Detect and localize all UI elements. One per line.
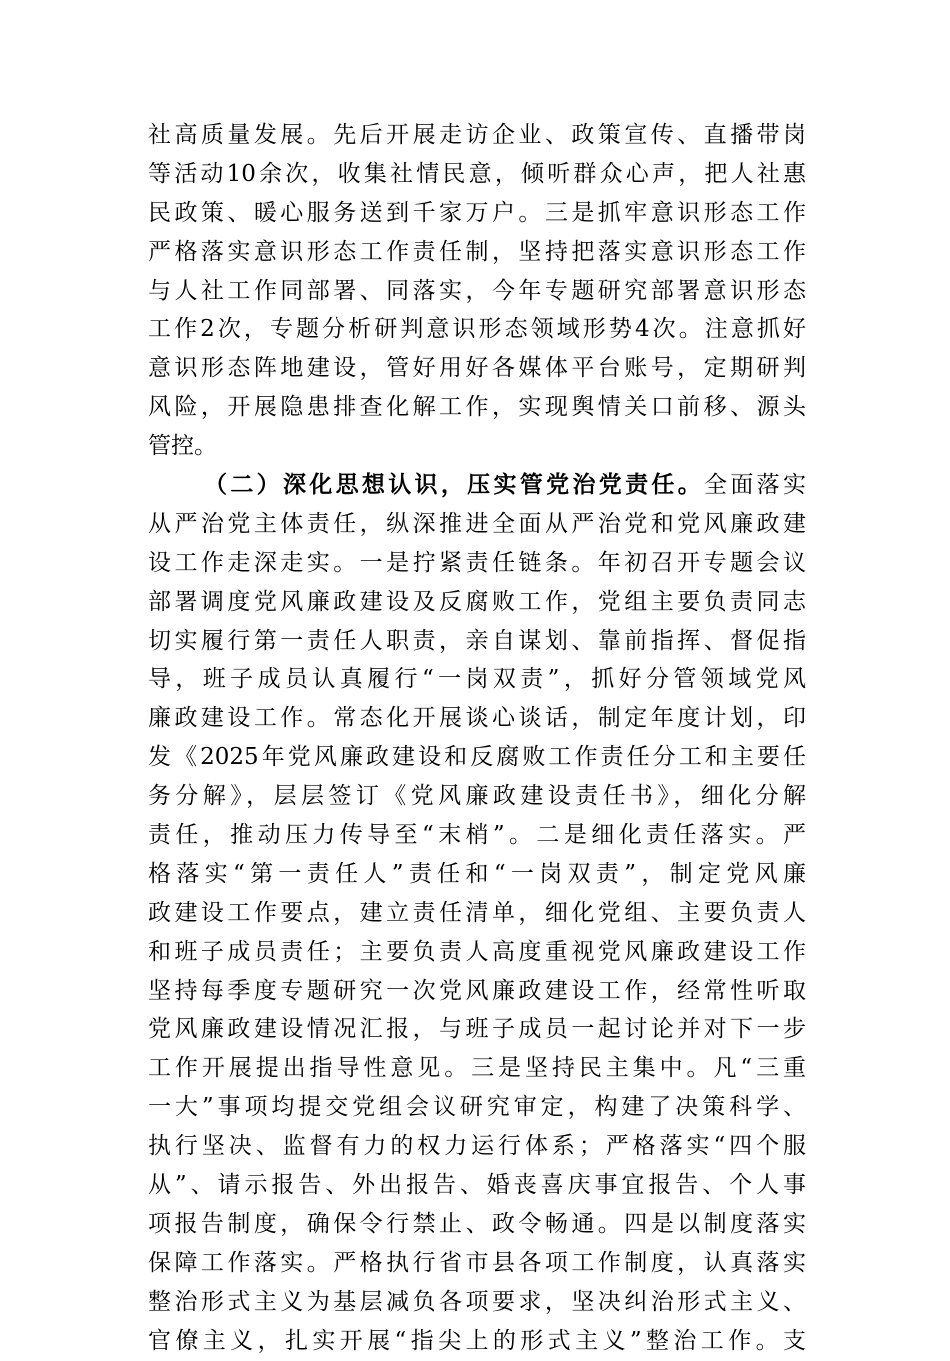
text-line: 设工作走深走实。一是拧紧责任链条。年初召开专题会议 — [148, 549, 806, 576]
text-line: 从”、请示报告、外出报告、婚丧喜庆事宜报告、个人事 — [148, 1172, 806, 1199]
paragraph-1 — [148, 116, 806, 466]
text-line: 一大”事项均提交党组会议研究审定，构建了决策科学、 — [148, 1094, 806, 1121]
text-line: 工作开展提出指导性意见。三是坚持民主集中。凡“三重 — [148, 1055, 806, 1082]
text-line: 整治形式主义为基层减负各项要求，坚决纠治形式主义、 — [148, 1288, 806, 1315]
text-line: 保障工作落实。严格执行省市县各项工作制度，认真落实 — [148, 1249, 806, 1276]
text-line: 坚持每季度专题研究一次党风廉政建设工作，经常性听取 — [148, 977, 806, 1004]
document-page — [148, 116, 806, 1361]
text-line: 与人社工作同部署、同落实，今年专题研究部署意识形态 — [148, 277, 806, 304]
heading-trailing-text: 全面落实 — [704, 472, 806, 499]
text-line: 切实履行第一责任人职责，亲自谋划、靠前指挥、督促指 — [148, 627, 806, 654]
text-line: 廉政建设工作。常态化开展谈心谈话，制定年度计划，印 — [148, 705, 806, 732]
text-line: 政建设工作要点，建立责任清单，细化党组、主要负责人 — [148, 899, 806, 926]
text-line: 导，班子成员认真履行“一岗双责”，抓好分管领域党风 — [148, 666, 806, 693]
text-line: 严格落实意识形态工作责任制，坚持把落实意识形态工作 — [148, 238, 806, 265]
section-heading: （二）深化思想认识，压实管党治党责任。 — [204, 471, 705, 499]
text-line: 发《2025年党风廉政建设和反腐败工作责任分工和主要任 — [148, 744, 806, 771]
text-line: 党风廉政建设情况汇报，与班子成员一起讨论并对下一步 — [148, 1016, 806, 1043]
text-line: 执行坚决、监督有力的权力运行体系；严格落实“四个服 — [148, 1133, 806, 1160]
text-line: 格落实“第一责任人”责任和“一岗双责”，制定党风廉 — [148, 860, 806, 887]
paragraph-2 — [148, 466, 806, 1360]
text-line: 民政策、暖心服务送到千家万户。三是抓牢意识形态工作 — [148, 199, 806, 226]
text-line: 项报告制度，确保令行禁止、政令畅通。四是以制度落实 — [148, 1210, 806, 1237]
text-line: 务分解》，层层签订《党风廉政建设责任书》，细化分解 — [148, 783, 806, 810]
text-line: 部署调度党风廉政建设及反腐败工作，党组主要负责同志 — [148, 588, 806, 615]
text-line: 风险，开展隐患排查化解工作，实现舆情关口前移、源头 — [148, 394, 806, 421]
text-line: 意识形态阵地建设，管好用好各媒体平台账号，定期研判 — [148, 355, 806, 382]
text-line: 从严治党主体责任，纵深推进全面从严治党和党风廉政建 — [148, 510, 806, 537]
text-line: 和班子成员责任；主要负责人高度重视党风廉政建设工作 — [148, 938, 806, 965]
text-line: 管控。 — [148, 433, 217, 460]
text-line: 等活动10余次，收集社情民意，倾听群众心声，把人社惠 — [148, 160, 806, 187]
text-line: 工作2次，专题分析研判意识形态领域形势4次。注意抓好 — [148, 316, 806, 343]
text-line: 责任，推动压力传导至“末梢”。二是细化责任落实。严 — [148, 822, 806, 849]
text-line: 官僚主义，扎实开展“指尖上的形式主义”整治工作。支 — [148, 1327, 806, 1354]
text-line-first — [148, 466, 806, 505]
text-line: 社高质量发展。先后开展走访企业、政策宣传、直播带岗 — [148, 122, 806, 148]
